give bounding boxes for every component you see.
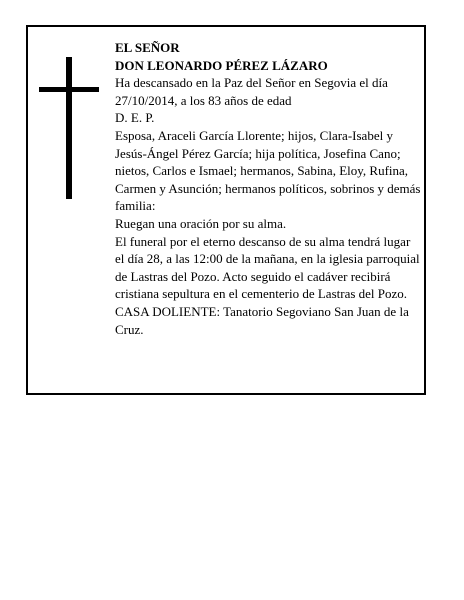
deceased-name: DON LEONARDO PÉREZ LÁZARO: [115, 57, 328, 73]
obituary-text: [115, 39, 421, 338]
obituary-notice: [26, 25, 426, 395]
cross-vertical-bar: [66, 57, 72, 199]
mourning-house: CASA DOLIENTE: Tanatorio Segoviano San Juan de la Cruz.: [115, 303, 409, 337]
funeral-details: El funeral por el eterno descanso de su alma tendrá lugar el día 28, a las 12:00 de la mañana, en la iglesia parroquial de Lastras del Pozo. Acto seguido el cadáver recibirá cristiana sepultura en el cementerio de Lastras del Pozo.: [115, 233, 420, 302]
dep-abbreviation: D. E. P.: [115, 110, 155, 126]
cross-horizontal-bar: [39, 87, 99, 92]
heading-title: EL SEÑOR: [115, 40, 180, 55]
family-list: Esposa, Araceli García Llorente; hijos, Clara-Isabel y Jesús-Ángel Pérez García; hija política, Josefina Cano; nietos, Carlos e Ismael; hermanos, Sabina, Eloy, Rufina, Carmen y Asunción; hermanos políticos, sobrinos y demás familia:: [115, 127, 421, 214]
death-statement: Ha descansado en la Paz del Señor en Segovia el día 27/10/2014, a los 83 años de edad: [115, 75, 388, 108]
cross-icon: [39, 57, 99, 199]
prayer-request: Ruegan una oración por su alma.: [115, 215, 287, 231]
